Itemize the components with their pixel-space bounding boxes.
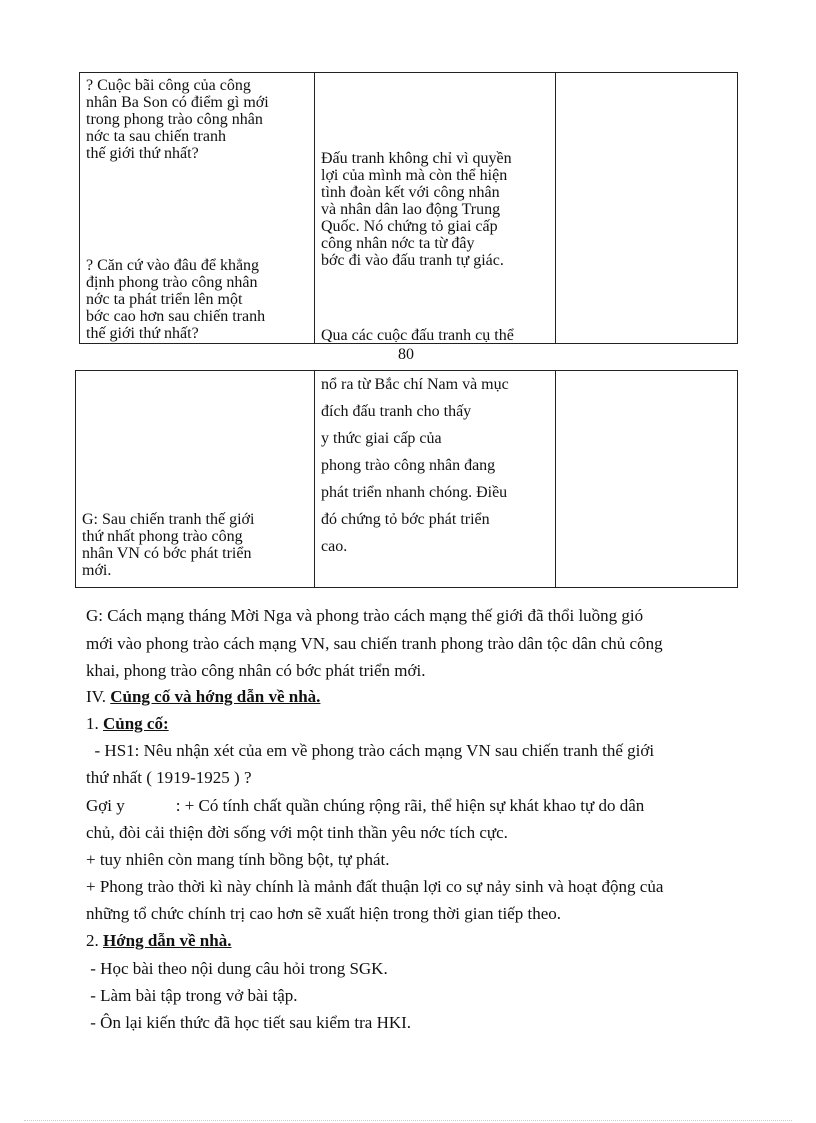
subsection-heading [86,931,231,951]
homework-item: - Làm bài tập trong vở bài tập. [86,986,298,1005]
table2-statement-line: G: Sau chiến tranh thế giới [82,511,255,528]
subsection-number: 1. [86,714,103,733]
hint-line: + tuy nhiên còn mang tính bồng bột, tự phát. [86,850,390,869]
table2-explanation-line: đó chứng tỏ bớc phát triển [321,511,490,528]
table1-answer-line: công nhân nớc ta từ đây [321,235,475,252]
hint-line: những tổ chức chính trị cao hơn sẽ xuất hiện trong thời gian tiếp theo. [86,904,561,923]
table2-statement-line: thứ nhất phong trào công [82,528,243,545]
table1-question-line: thế giới thứ nhất? [86,145,199,162]
subsection-number: 2. [86,931,103,950]
table1-cell-notes [555,72,738,344]
table1-question-line: trong phong trào công nhân [86,111,263,128]
table1-question-line: nớc ta sau chiến tranh [86,128,226,145]
table1-question-line: định phong trào công nhân [86,274,258,291]
table1-answer-line: Đấu tranh không chỉ vì quyền [321,150,512,167]
homework-item: - Ôn lại kiến thức đã học tiết sau kiểm tra HKI. [86,1013,412,1032]
table1-answer-line: lợi của mình mà còn thể hiện [321,167,508,184]
table1-answer-line: và nhân dân lao động Trung [321,201,501,218]
table2-explanation-line: phong trào công nhân đang [321,457,496,474]
table1-question-line: nhân Ba Son có điểm gì mới [86,94,269,111]
table1-question-line: ? Cuộc bãi công của công [86,77,251,94]
teacher-paragraph-line: mới vào phong trào cách mạng VN, sau chiến tranh phong trào dân tộc dân chủ công [86,634,663,653]
subsection-title: Củng cố: [103,714,169,733]
table1-answer-line: Quốc. Nó chứng tỏ giai cấp [321,218,498,235]
subsection-heading [86,714,169,734]
section-number: IV. [86,687,111,706]
table2-statement-line: mới. [82,562,112,579]
teacher-paragraph-line: khai, phong trào công nhân có bớc phát triển mới. [86,661,426,680]
page-number: 80 [398,346,414,363]
review-question-line: thứ nhất ( 1919-1925 ) ? [86,768,252,787]
subsection-title: Hớng dẫn về nhà. [103,931,232,950]
section-heading [86,687,320,707]
table2-statement-line: nhân VN có bớc phát triển [82,545,252,562]
hint-line: + Phong trào thời kì này chính là mảnh đất thuận lợi co sự nảy sinh và hoạt động của [86,877,664,896]
hint-line: Gợi y : + Có tính chất quần chúng rộng rãi, thể hiện sự khát khao tự do dân [86,796,645,815]
homework-item: - Học bài theo nội dung câu hỏi trong SGK. [86,959,388,978]
table2-explanation-line: y thức giai cấp của [321,430,442,447]
table1-question-line: bớc cao hơn sau chiến tranh [86,308,266,325]
table1-question-line: nớc ta phát triển lên một [86,291,243,308]
table2-explanation-line: phát triển nhanh chóng. Điều [321,484,508,501]
teacher-paragraph-line: G: Cách mạng tháng Mời Nga và phong trào cách mạng thế giới đã thổi luồng gió [86,606,644,625]
table2-explanation-line: đích đấu tranh cho thấy [321,403,472,420]
table1-question-line: ? Căn cứ vào đâu để khẳng [86,257,260,274]
table1-answer-line: bớc đi vào đấu tranh tự giác. [321,252,504,269]
table2-cell-notes [555,370,738,588]
table2-explanation-line: cao. [321,538,348,555]
table1-answer-line: Qua các cuộc đấu tranh cụ thể [321,327,514,342]
table1-answer-line: tình đoàn kết với công nhân [321,184,500,201]
section-title: Củng cố và hớng dẫn về nhà. [110,687,321,706]
hint-line: chủ, đòi cải thiện đời sống với một tinh thần yêu nớc tích cực. [86,823,508,842]
footer-divider [24,1120,792,1121]
review-question-line: - HS1: Nêu nhận xét của em về phong trào cách mạng VN sau chiến tranh thế giới [86,741,655,760]
table2-explanation-line: nổ ra từ Bắc chí Nam và mục [321,376,509,393]
table1-question-line: thế giới thứ nhất? [86,325,199,342]
